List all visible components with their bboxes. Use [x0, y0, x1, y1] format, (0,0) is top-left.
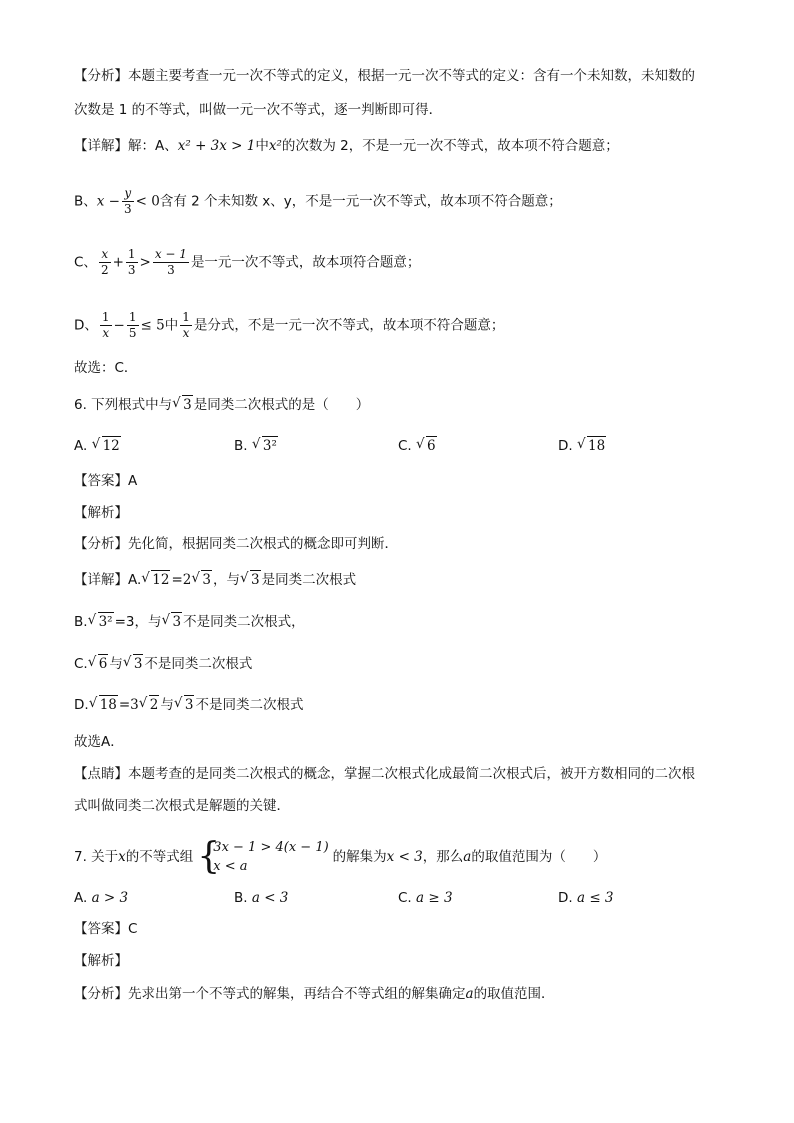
- radicand: 6: [427, 438, 436, 454]
- radical: [90, 695, 118, 715]
- fraction: [153, 247, 189, 278]
- detail-suffix: 是同类二次根式: [261, 572, 357, 588]
- fraction-numerator: 1: [101, 310, 110, 324]
- option-label: A.: [74, 890, 88, 906]
- q7-option-d: [558, 888, 614, 908]
- fraction-numerator: 1: [128, 310, 137, 324]
- inequality-system: [197, 838, 328, 876]
- fraction-numerator: 1: [127, 247, 136, 261]
- radical: [162, 612, 182, 632]
- analysis-q6: 【分析】先化简，根据同类二次根式的概念即可判断．: [74, 536, 398, 552]
- radicand: 3: [202, 572, 211, 588]
- conclusion-q5: 故选：C．: [74, 360, 138, 376]
- fraction-numerator: x: [99, 247, 111, 263]
- fraction-denominator: 2: [100, 263, 109, 277]
- math-expression: =3，与: [114, 614, 162, 630]
- option-label: C.: [398, 438, 412, 454]
- answer-q7: 【答案】C: [74, 921, 138, 937]
- option-value: a ≤ 3: [576, 890, 614, 906]
- detail-q6-c: [74, 654, 252, 674]
- radicand: 3: [133, 656, 143, 672]
- radicand: 6: [98, 656, 108, 672]
- fraction-denominator: 3: [167, 263, 175, 277]
- option-value: a < 3: [251, 890, 289, 906]
- explanation-heading-q6: 【解析】: [74, 505, 128, 521]
- detail-option-b: [74, 186, 562, 217]
- math-expression: x²: [268, 138, 282, 154]
- answer-q6: 【答案】A: [74, 473, 138, 489]
- q6-prefix: 6. 下列根式中与: [74, 397, 173, 413]
- fraction-denominator: 3: [123, 202, 132, 216]
- radical: [578, 436, 606, 456]
- option-label: D.: [558, 438, 573, 454]
- fraction-denominator: 3: [127, 263, 136, 277]
- q7-option-b: [234, 888, 288, 908]
- math-expression: =2: [171, 572, 192, 588]
- detail-q6-b: [74, 612, 305, 632]
- radicand: 3: [184, 697, 194, 713]
- system-row: 3x − 1 > 4(x − 1): [213, 840, 329, 855]
- math-variable: a: [465, 986, 474, 1002]
- radical: [124, 654, 144, 674]
- detail-a-suffix: 的次数为 2，不是一元一次不等式，故本项不符合题意；: [281, 138, 619, 154]
- detail-suffix: 不是同类二次根式，: [183, 614, 305, 630]
- q6-option-d: [558, 436, 607, 456]
- q7-option-a: [74, 888, 128, 908]
- q6-suffix: 是同类二次根式的是（ ）: [193, 397, 370, 413]
- analysis-line-1: 【分析】本题主要考查一元一次不等式的定义，根据一元一次不等式的定义：含有一个未知数，未知数的: [74, 68, 695, 84]
- radicand: 3: [172, 614, 182, 630]
- question-6-stem: [74, 395, 369, 415]
- analysis-suffix: 的取值范围．: [473, 986, 555, 1002]
- detail-mid: ，与: [212, 572, 240, 588]
- detail-d-suffix: 是分式，不是一元一次不等式，故本项不符合题意；: [193, 317, 505, 334]
- radical: [140, 695, 160, 715]
- detail-prefix: B.: [74, 614, 88, 630]
- radical: [253, 436, 278, 456]
- radicand: 3²: [98, 614, 113, 630]
- detail-mid: 与: [109, 656, 123, 672]
- detail-prefix: C.: [74, 656, 88, 672]
- math-expression: x² + 3x > 1: [177, 138, 256, 154]
- conclusion-q6: 故选A．: [74, 734, 124, 750]
- system-row: x < a: [213, 859, 248, 874]
- explanation-heading-q7: 【解析】: [74, 953, 128, 969]
- key-point-line-1: 【点睛】本题考查的是同类二次根式的概念，掌握二次根式化成最简二次根式后，被开方数相同的二次根: [74, 766, 695, 782]
- detail-q6-d: [74, 695, 303, 715]
- operator: ≤ 5: [140, 317, 165, 334]
- radicand: 18: [587, 438, 606, 454]
- q7-suffix: 的取值范围为（ ）: [471, 849, 607, 865]
- option-label: B.: [234, 890, 248, 906]
- fraction-numerator: x − 1: [154, 247, 187, 261]
- math-variable: a: [463, 849, 472, 865]
- option-label: B.: [234, 438, 248, 454]
- detail-prefix: D.: [74, 697, 89, 713]
- detail-mid: 与: [160, 697, 174, 713]
- q7-option-c: [398, 888, 453, 908]
- detail-d-mid: 中: [164, 317, 179, 334]
- detail-q6-a: [74, 570, 356, 590]
- fraction-denominator: x: [182, 326, 190, 340]
- detail-prefix: 【详解】A.: [74, 572, 142, 588]
- detail-c-suffix: 是一元一次不等式，故本项符合题意；: [190, 254, 421, 271]
- fraction: [99, 247, 111, 278]
- radical: [89, 654, 109, 674]
- radical: [93, 436, 121, 456]
- fraction: [122, 186, 134, 217]
- detail-a-mid: 中: [255, 138, 269, 154]
- math-expression: < 0: [135, 193, 160, 210]
- analysis-line-2: 次数是 1 的不等式，叫做一元一次不等式，逐一判断即可得．: [74, 102, 443, 118]
- option-value: a > 3: [91, 890, 129, 906]
- math-expression: =3: [118, 697, 139, 713]
- detail-suffix: 不是同类二次根式: [144, 656, 253, 672]
- radicand: 12: [152, 572, 170, 588]
- math-expression: x < 3: [386, 849, 423, 865]
- q7-prefix: 7. 关于: [74, 849, 119, 865]
- fraction: [180, 310, 192, 341]
- radicand: 3: [250, 572, 260, 588]
- brace-icon: {: [197, 836, 221, 877]
- radicand: 18: [99, 697, 117, 713]
- fraction-numerator: 1: [182, 310, 190, 324]
- radical: [89, 612, 114, 632]
- radical: [241, 570, 261, 590]
- fraction-denominator: 5: [128, 326, 137, 340]
- option-label: C.: [398, 890, 412, 906]
- radicand: 3²: [262, 438, 277, 454]
- detail-b-prefix: B、: [74, 193, 97, 210]
- detail-option-d: [74, 310, 504, 341]
- detail-option-c: [74, 247, 420, 278]
- detail-c-prefix: C、: [74, 254, 97, 271]
- q6-option-b: [234, 436, 279, 456]
- option-label: A.: [74, 438, 88, 454]
- option-value: a ≥ 3: [416, 890, 453, 906]
- operator: >: [139, 254, 151, 271]
- q7-mid: 的不等式组: [125, 849, 194, 865]
- radicand: 2: [149, 697, 159, 713]
- option-label: D.: [558, 890, 573, 906]
- radical: [417, 436, 437, 456]
- operator: +: [112, 254, 124, 271]
- detail-option-a: [74, 136, 619, 156]
- q6-option-c: [398, 436, 438, 456]
- radical: [192, 570, 212, 590]
- fraction: [126, 247, 138, 278]
- q7-mid: 的解集为: [332, 849, 387, 865]
- detail-a-prefix: 【详解】解：A、: [74, 138, 178, 154]
- analysis-prefix: 【分析】先求出第一个不等式的解集，再结合不等式组的解集确定: [74, 986, 466, 1002]
- key-point-line-2: 式叫做同类二次根式是解题的关键．: [74, 798, 290, 814]
- fraction-numerator: y: [122, 186, 134, 202]
- fraction-denominator: x: [102, 326, 110, 340]
- math-variable: x: [118, 849, 126, 865]
- radicand: 12: [102, 438, 120, 454]
- analysis-q7: [74, 984, 555, 1004]
- fraction: [127, 310, 139, 341]
- detail-b-suffix: 含有 2 个未知数 x、y，不是一元一次不等式，故本项不符合题意；: [159, 193, 562, 210]
- q6-option-a: [74, 436, 122, 456]
- detail-d-prefix: D、: [74, 317, 98, 334]
- radical: [142, 570, 170, 590]
- question-7-stem: [74, 838, 606, 876]
- detail-suffix: 不是同类二次根式: [195, 697, 304, 713]
- radical: [173, 395, 193, 415]
- radical: [175, 695, 195, 715]
- q7-mid: ，那么: [422, 849, 464, 865]
- fraction: [100, 310, 112, 341]
- operator: −: [113, 317, 125, 334]
- radicand: 3: [183, 397, 192, 413]
- math-expression: x −: [96, 193, 120, 210]
